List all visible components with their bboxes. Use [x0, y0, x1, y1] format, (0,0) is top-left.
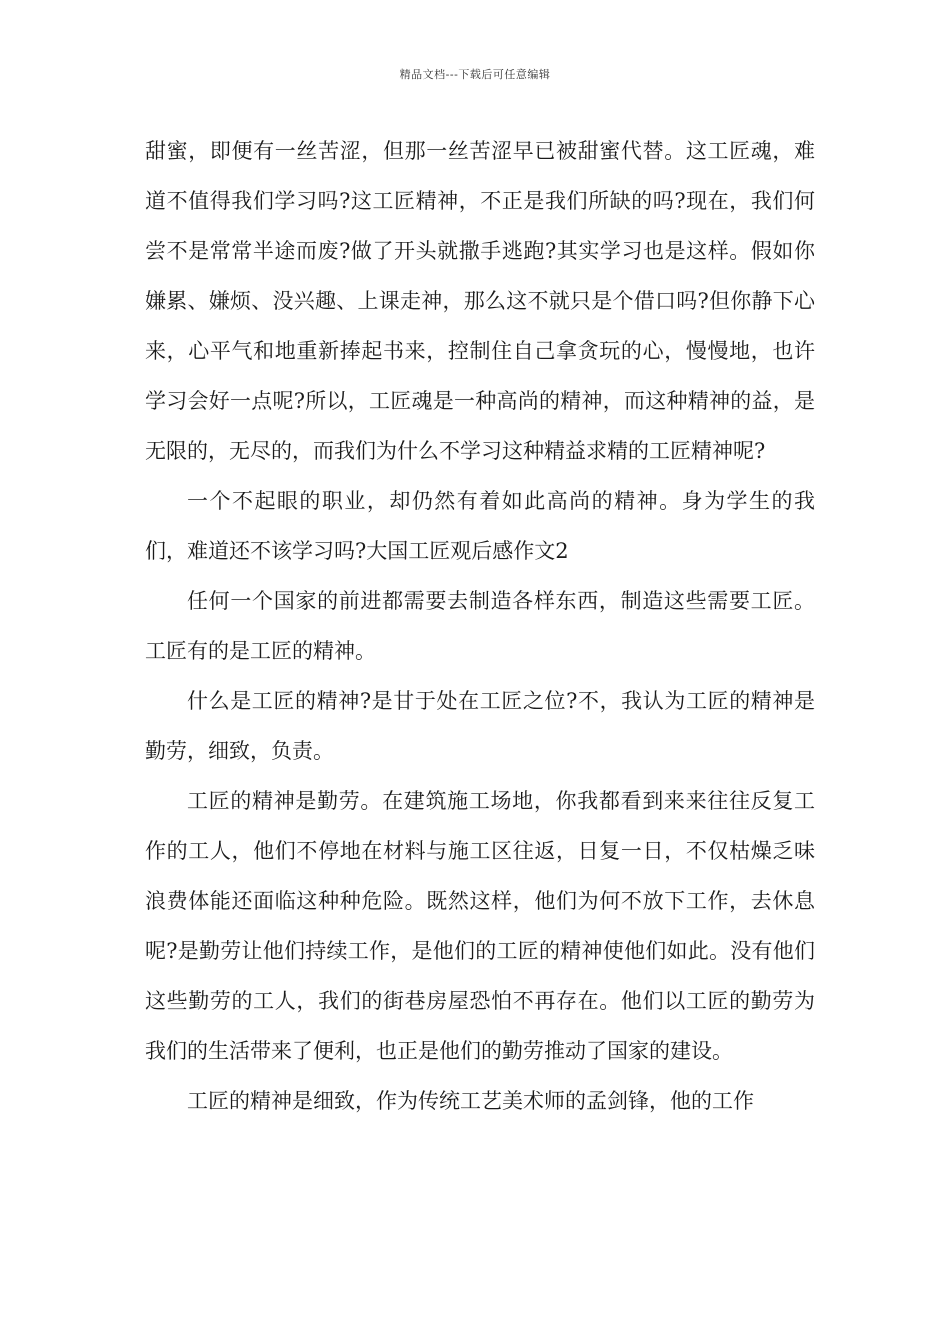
paragraph: 任何一个国家的前进都需要去制造各样东西，制造这些需要工匠。工匠有的是工匠的精神。	[145, 589, 815, 663]
document-body	[145, 126, 815, 1126]
paragraph: 工匠的精神是勤劳。在建筑施工场地，你我都看到来来往往反复工作的工人，他们不停地在材料与施工区往返，日复一日，不仅枯燥乏味浪费体能还面临这种种危险。既然这样，他们为何不放下工作，去休息呢?是勤劳让他们持续工作，是他们的工匠的精神使他们如此。没有他们这些勤劳的工人，我们的街巷房屋恐怕不再存在。他们以工匠的勤劳为我们的生活带来了便利，也正是他们的勤劳推动了国家的建设。	[145, 789, 815, 1063]
paragraph-continued: 甜蜜，即便有一丝苦涩，但那一丝苦涩早已被甜蜜代替。这工匠魂，难道不值得我们学习吗?这工匠精神，不正是我们所缺的吗?现在，我们何尝不是常常半途而废?做了开头就撒手逃跑?其实学习也是这样。假如你嫌累、嫌烦、没兴趣、上课走神，那么这不就只是个借口吗?但你静下心来，心平气和地重新捧起书来，控制住自己拿贪玩的心，慢慢地，也许学习会好一点呢?所以，工匠魂是一种高尚的精神，而这种精神的益，是无限的，无尽的，而我们为什么不学习这种精益求精的工匠精神呢?	[145, 139, 815, 463]
paragraph: 工匠的精神是细致，作为传统工艺美术师的孟剑锋，他的工作	[187, 1089, 754, 1113]
paragraph: 什么是工匠的精神?是甘于处在工匠之位?不，我认为工匠的精神是勤劳，细致，负责。	[145, 689, 815, 763]
page-header: 精品文档---下载后可任意编辑	[399, 68, 551, 81]
paragraph: 一个不起眼的职业，却仍然有着如此高尚的精神。身为学生的我们，难道还不该学习吗?大国工匠观后感作文2	[145, 489, 815, 563]
